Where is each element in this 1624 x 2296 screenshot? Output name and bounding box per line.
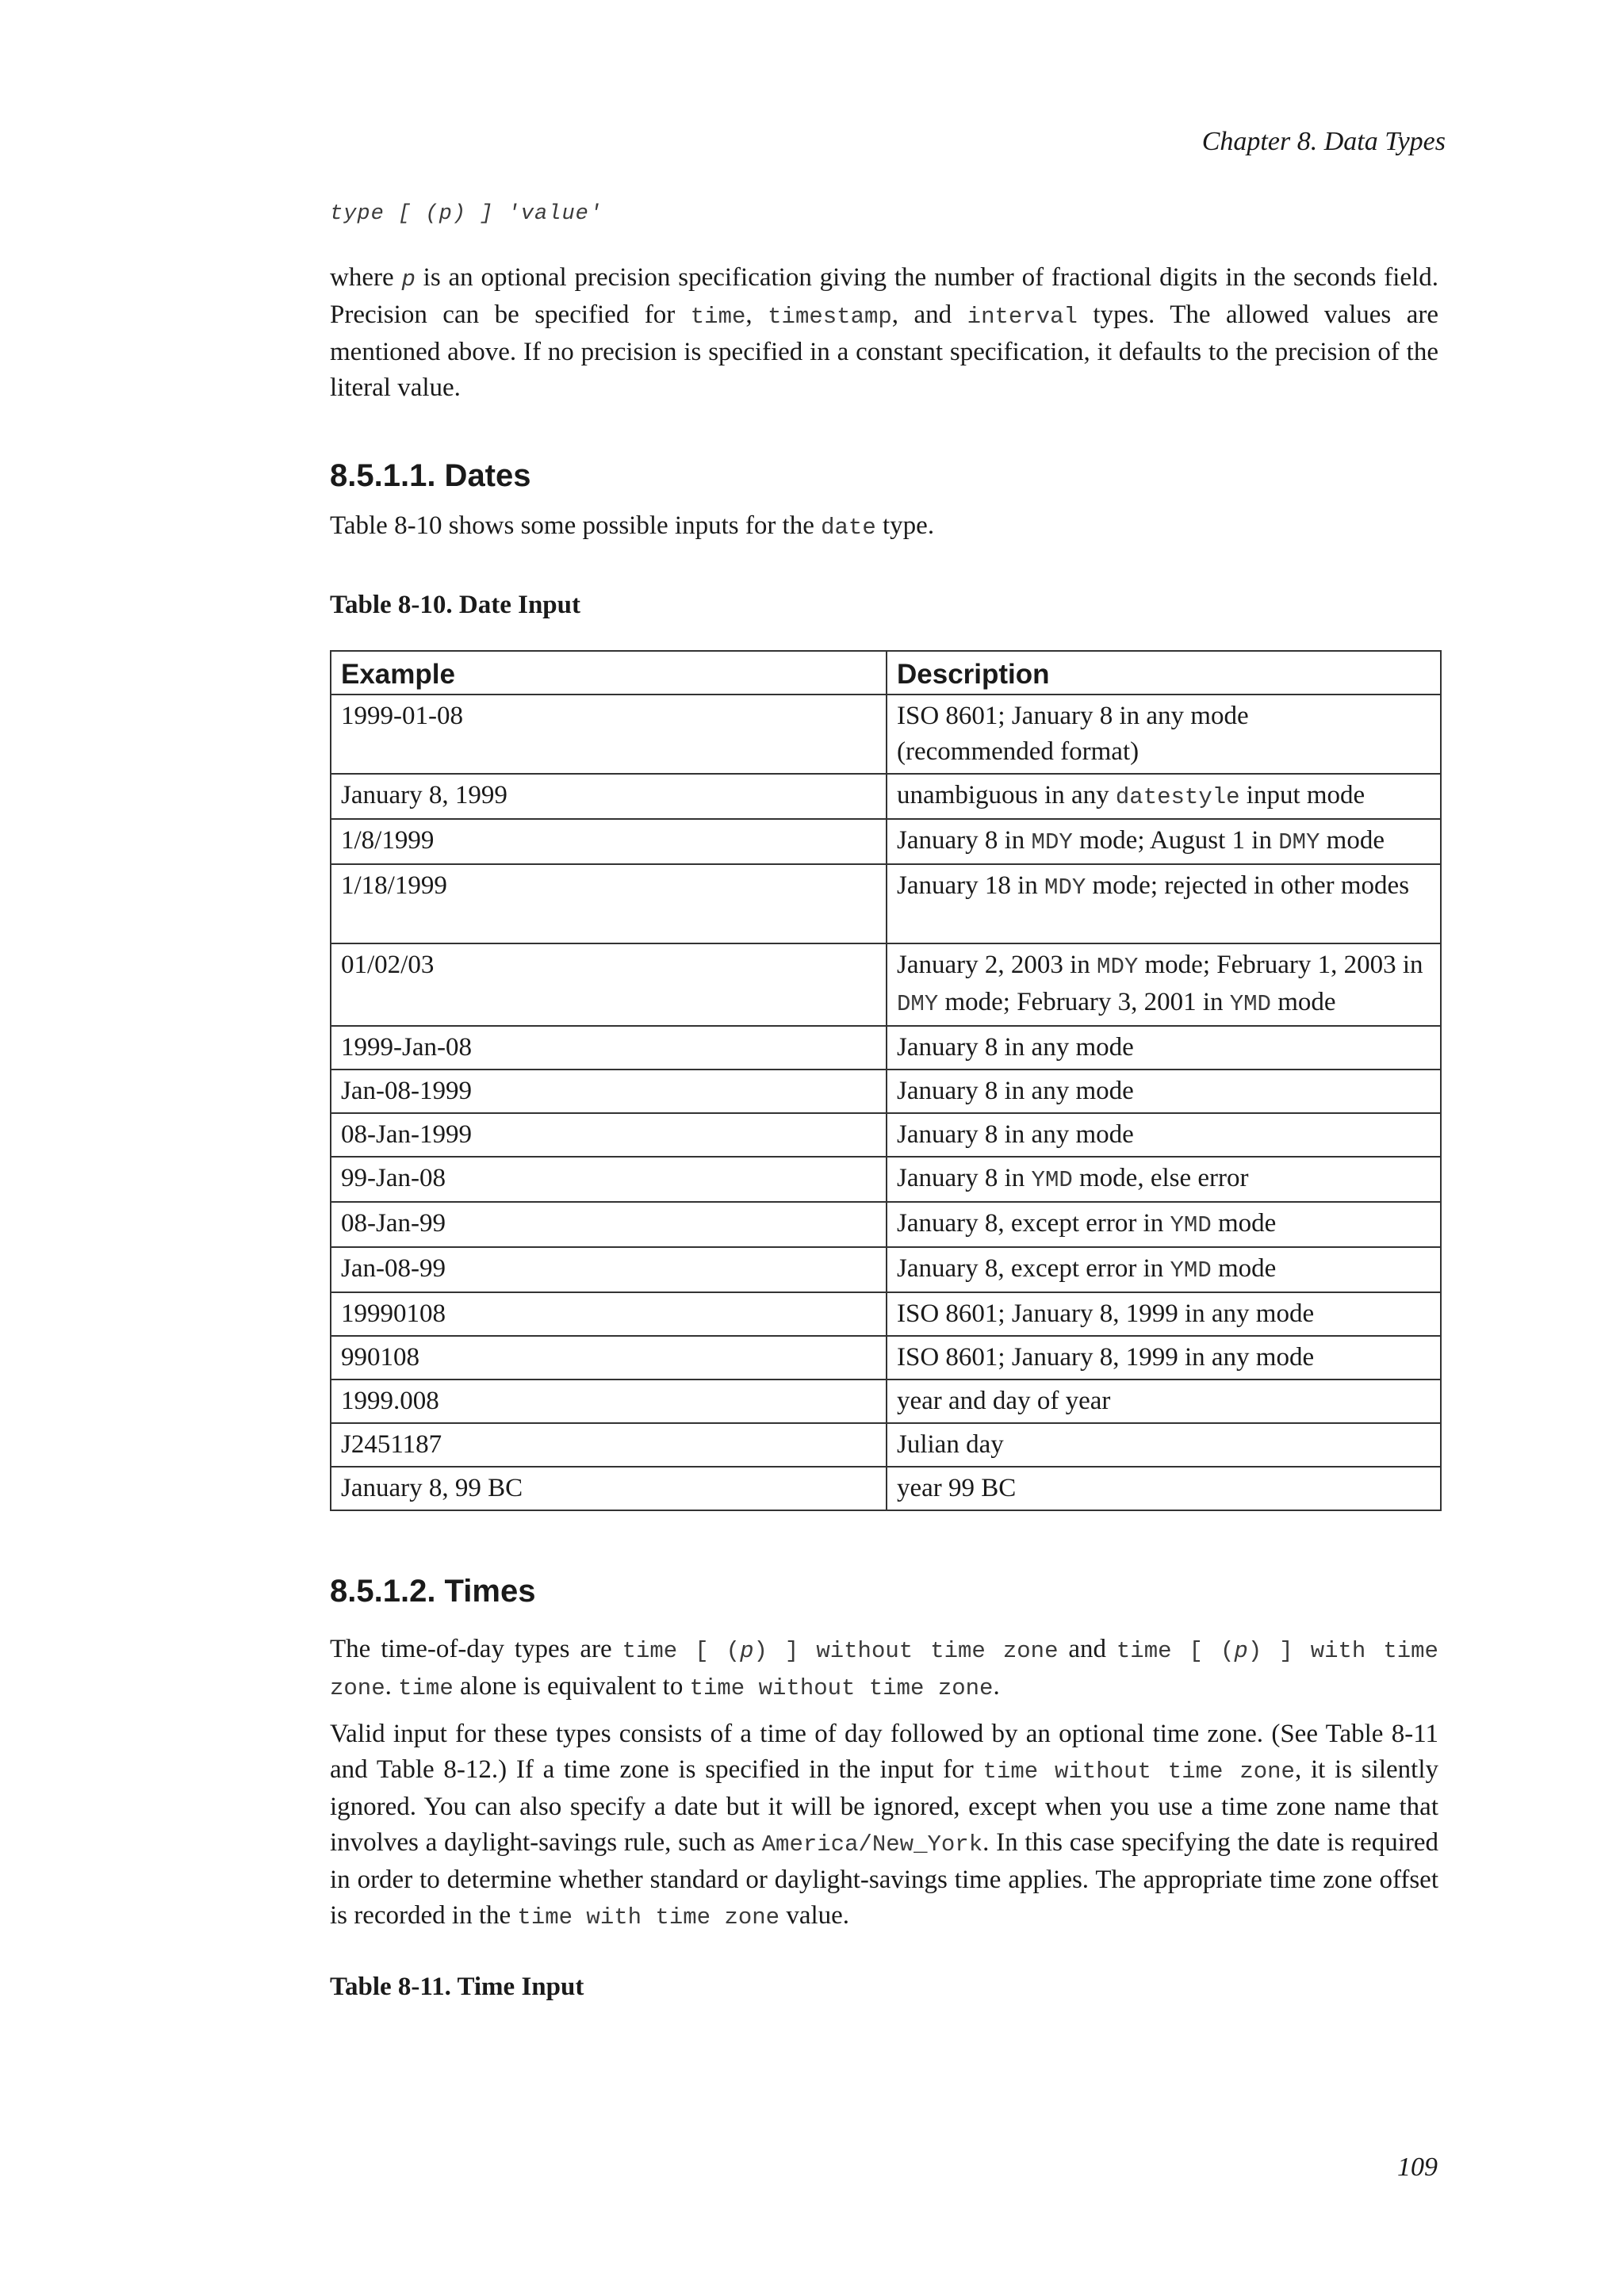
text: ISO 8601; January 8 in any mode bbox=[897, 702, 1249, 730]
code-time: time bbox=[398, 1675, 454, 1701]
description-cell: January 8 in any mode bbox=[887, 1026, 1441, 1070]
synopsis-value: value bbox=[520, 202, 589, 226]
description-cell: ISO 8601; January 8, 1999 in any mode bbox=[887, 1292, 1441, 1336]
table-row bbox=[331, 819, 1441, 864]
text: is an optional precision specification giving the number of fractional digits in the seconds field. Precision can be specified for bbox=[330, 263, 1438, 329]
column-header-description: Description bbox=[887, 651, 1441, 695]
example-cell: 99-Jan-08 bbox=[331, 1157, 887, 1202]
text: January 8 in bbox=[897, 826, 1032, 855]
text: Valid input for these types consists of a time of day followed by an optional time zone. (See Table 8-11 and Table 8-12.) If a time zone is specified in the input for bbox=[330, 1720, 1438, 1784]
example-cell: 01/02/03 bbox=[331, 943, 887, 1026]
code-dmy: DMY bbox=[1278, 829, 1320, 855]
example-cell: 1/18/1999 bbox=[331, 864, 887, 943]
table-row bbox=[331, 774, 1441, 819]
text: mode; February 3, 2001 in bbox=[938, 988, 1230, 1016]
description-cell bbox=[887, 774, 1441, 819]
description-cell bbox=[887, 1202, 1441, 1247]
code-ymd: YMD bbox=[1031, 1167, 1073, 1193]
text: , bbox=[745, 300, 768, 329]
description-cell bbox=[887, 819, 1441, 864]
code-p: p bbox=[740, 1638, 754, 1664]
table-header-row bbox=[331, 651, 1441, 695]
synopsis-paren: ) bbox=[452, 202, 467, 226]
text: . In this case specifying the date is required in order to determine whether standard or daylight-savings time applies. The appropriate time zone offset is recorded in the bbox=[330, 1828, 1438, 1930]
synopsis-p: p bbox=[439, 202, 453, 226]
code-p: p bbox=[401, 266, 416, 293]
code-part: time [ ( bbox=[622, 1638, 741, 1664]
example-cell: 08-Jan-1999 bbox=[331, 1113, 887, 1157]
text: mode, else error bbox=[1072, 1164, 1249, 1192]
text: alone is equivalent to bbox=[453, 1672, 690, 1701]
text: mode; August 1 in bbox=[1072, 826, 1279, 855]
text: , it is silently ignored. You can also specify a date but it will be ignored, except when you use a time zone name that involves a daylight-savings rule, such as bbox=[330, 1755, 1438, 1857]
code-part: ) ] with time zone bbox=[330, 1638, 1438, 1701]
code-ymd: YMD bbox=[1229, 991, 1271, 1017]
code-ymd: YMD bbox=[1170, 1212, 1212, 1238]
text: types. The allowed values are mentioned above. If no precision is specified in a constant specification, it defaults to the precision of the literal value. bbox=[330, 300, 1439, 402]
text: mode bbox=[1211, 1209, 1277, 1238]
text: mode; February 1, 2003 in bbox=[1138, 951, 1423, 979]
table-row bbox=[331, 1113, 1441, 1157]
example-cell: J2451187 bbox=[331, 1423, 887, 1467]
time-input-paragraph bbox=[330, 1716, 1438, 1935]
text: January 8, except error in bbox=[897, 1209, 1170, 1238]
dates-intro bbox=[330, 511, 934, 541]
table-row bbox=[331, 1070, 1441, 1113]
code-ymd: YMD bbox=[1170, 1257, 1212, 1284]
synopsis-paren: ( bbox=[425, 202, 439, 226]
page-number: 109 bbox=[1397, 2152, 1438, 2182]
table-row bbox=[331, 695, 1441, 774]
example-cell: 1999.008 bbox=[331, 1380, 887, 1423]
description-cell: Julian day bbox=[887, 1423, 1441, 1467]
table-row bbox=[331, 1292, 1441, 1336]
code-time-with-tz: time with time zone bbox=[517, 1904, 780, 1931]
text: value. bbox=[779, 1901, 850, 1930]
text: type. bbox=[875, 511, 935, 540]
description-cell: year and day of year bbox=[887, 1380, 1441, 1423]
example-cell: 1/8/1999 bbox=[331, 819, 887, 864]
text: Table 8-10 shows some possible inputs for the bbox=[330, 511, 822, 540]
description-cell: January 8 in any mode bbox=[887, 1113, 1441, 1157]
section-heading-times: 8.5.1.2. Times bbox=[330, 1574, 536, 1609]
example-cell: January 8, 99 BC bbox=[331, 1467, 887, 1510]
example-cell: 1999-01-08 bbox=[331, 695, 887, 774]
table-row bbox=[331, 1202, 1441, 1247]
example-cell: 990108 bbox=[331, 1336, 887, 1380]
example-cell: Jan-08-1999 bbox=[331, 1070, 887, 1113]
code-mdy: MDY bbox=[1031, 829, 1073, 855]
table-row bbox=[331, 1423, 1441, 1467]
description-cell bbox=[887, 1157, 1441, 1202]
running-header: Chapter 8. Data Types bbox=[1201, 127, 1446, 156]
text: January 2, 2003 in bbox=[897, 951, 1097, 979]
text: where bbox=[330, 263, 402, 292]
description-cell: ISO 8601; January 8, 1999 in any mode bbox=[887, 1336, 1441, 1380]
date-input-table bbox=[330, 650, 1442, 1511]
description-cell: year 99 BC bbox=[887, 1467, 1441, 1510]
table-title-time-input: Table 8-11. Time Input bbox=[330, 1973, 584, 2001]
code-time-without-tz: time without time zone bbox=[689, 1675, 994, 1701]
code-part: ) ] without time zone bbox=[753, 1638, 1059, 1664]
description-cell bbox=[887, 864, 1441, 943]
text: , and bbox=[891, 300, 967, 329]
table-row bbox=[331, 1026, 1441, 1070]
text: January 8 in bbox=[897, 1164, 1032, 1192]
code-timestamp: timestamp bbox=[768, 304, 892, 330]
example-cell: 1999-Jan-08 bbox=[331, 1026, 887, 1070]
synopsis-bracket: [ bbox=[398, 202, 412, 226]
synopsis-type: type bbox=[330, 202, 385, 226]
text: and bbox=[1058, 1635, 1116, 1663]
table-row bbox=[331, 864, 1441, 943]
code-datestyle: datestyle bbox=[1115, 784, 1240, 810]
description-cell bbox=[887, 1247, 1441, 1292]
example-cell: January 8, 1999 bbox=[331, 774, 887, 819]
code-p: p bbox=[1234, 1638, 1248, 1664]
text: The time-of-day types are bbox=[330, 1635, 622, 1663]
table-row bbox=[331, 1467, 1441, 1510]
precision-paragraph bbox=[330, 260, 1438, 406]
column-header-example: Example bbox=[331, 651, 887, 695]
text: mode bbox=[1270, 988, 1336, 1016]
table-row bbox=[331, 1247, 1441, 1292]
code-time: time bbox=[690, 304, 746, 330]
text: mode bbox=[1320, 826, 1385, 855]
synopsis-bracket: ] bbox=[480, 202, 494, 226]
table-row bbox=[331, 1380, 1441, 1423]
time-types-paragraph bbox=[330, 1632, 1438, 1706]
text: . bbox=[385, 1672, 399, 1701]
code-date: date bbox=[821, 515, 876, 541]
synopsis-quote: ' bbox=[588, 202, 603, 226]
code-time-without-tz: time without time zone bbox=[982, 1758, 1295, 1785]
example-cell: 19990108 bbox=[331, 1292, 887, 1336]
example-cell: Jan-08-99 bbox=[331, 1247, 887, 1292]
description-cell: January 8 in any mode bbox=[887, 1070, 1441, 1113]
code-interval: interval bbox=[967, 304, 1078, 330]
text: mode; rejected in other modes bbox=[1086, 871, 1410, 900]
code-mdy: MDY bbox=[1044, 874, 1086, 901]
code-time-without-tz bbox=[622, 1638, 1059, 1664]
section-heading-dates: 8.5.1.1. Dates bbox=[330, 458, 531, 493]
synopsis-quote: ' bbox=[507, 202, 521, 226]
description-cell bbox=[887, 943, 1441, 1026]
text: . bbox=[993, 1672, 1000, 1701]
text: January 18 in bbox=[897, 871, 1045, 900]
text: mode bbox=[1211, 1254, 1277, 1283]
table-row bbox=[331, 1157, 1441, 1202]
code-america-new-york: America/New_York bbox=[761, 1831, 983, 1858]
description-cell bbox=[887, 695, 1441, 774]
code-mdy: MDY bbox=[1097, 954, 1139, 980]
text: unambiguous in any bbox=[897, 781, 1116, 809]
type-syntax-synopsis bbox=[330, 202, 603, 226]
text: January 8, except error in bbox=[897, 1254, 1170, 1283]
table-row bbox=[331, 1336, 1441, 1380]
table-row bbox=[331, 943, 1441, 1026]
code-dmy: DMY bbox=[897, 991, 939, 1017]
text: (recommended format) bbox=[897, 737, 1139, 766]
code-part: time [ ( bbox=[1116, 1638, 1235, 1664]
table-title-date-input: Table 8-10. Date Input bbox=[330, 591, 580, 619]
example-cell: 08-Jan-99 bbox=[331, 1202, 887, 1247]
text: input mode bbox=[1239, 781, 1365, 809]
